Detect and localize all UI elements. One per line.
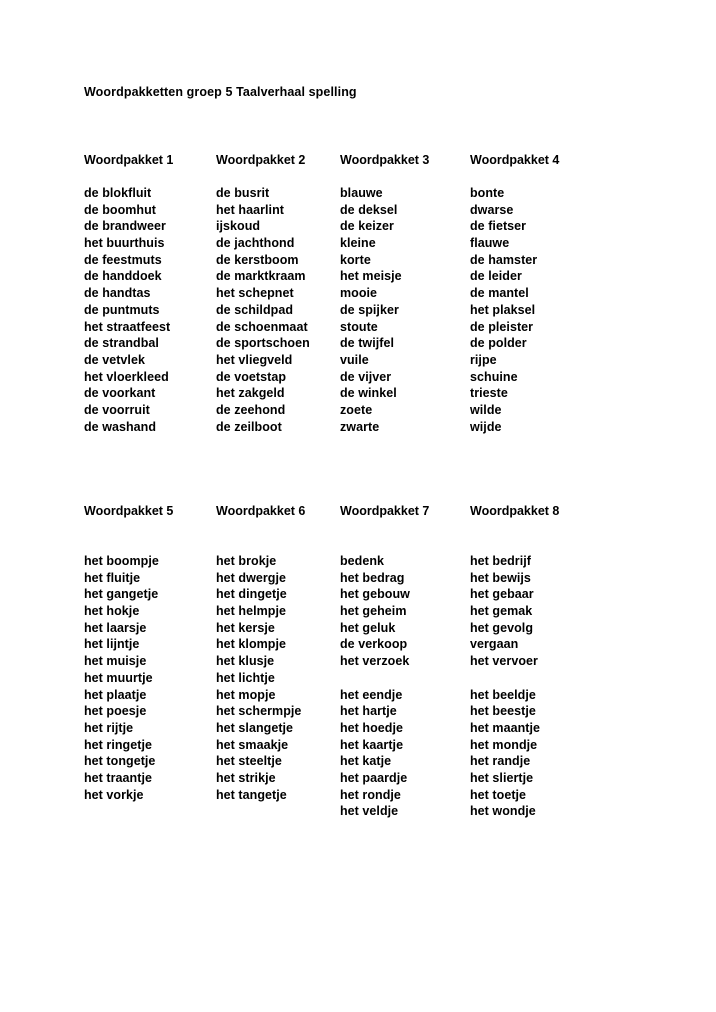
word-list: [216, 553, 340, 803]
word-package-column: [470, 503, 610, 819]
word-list: [216, 185, 340, 435]
word-list-item: schuine: [470, 369, 518, 384]
word-list-item: het poesje: [84, 704, 147, 719]
word-list-item: het vorkje: [84, 787, 144, 802]
word-list-item: de pleister: [470, 319, 534, 334]
word-list-item: het plaatje: [84, 687, 147, 702]
word-list-item: het gebouw: [340, 587, 410, 602]
word-list-item: vuile: [340, 352, 369, 367]
word-list-item: het buurthuis: [84, 236, 165, 251]
word-list-item: het klusje: [216, 654, 275, 669]
word-package-column: [340, 503, 470, 819]
word-list: [340, 553, 470, 820]
word-list: [84, 185, 216, 435]
word-package-heading: Woordpakket 6: [216, 504, 306, 518]
word-list-item: het dingetje: [216, 587, 287, 602]
word-list-item: het katje: [340, 754, 392, 769]
word-list-item: het bedrag: [340, 570, 405, 585]
word-list-item: het hartje: [340, 704, 397, 719]
word-list-item: het toetje: [470, 787, 527, 802]
word-list-item: bedenk: [340, 554, 385, 568]
word-package-column: [340, 152, 470, 434]
word-list-item: kleine: [340, 236, 376, 251]
word-package-heading: Woordpakket 1: [84, 153, 174, 167]
word-list-item: de blokfluit: [84, 186, 152, 200]
word-list-item: het helmpje: [216, 604, 287, 619]
word-list-item: het straatfeest: [84, 319, 171, 334]
word-list-item: de schoenmaat: [216, 319, 308, 334]
word-list-item: het rondje: [340, 787, 401, 802]
word-package-column: [216, 503, 340, 802]
word-list-item: de feestmuts: [84, 252, 162, 267]
word-list-item: de jachthond: [216, 236, 295, 251]
word-list-item: de vijver: [340, 369, 392, 384]
word-list: [470, 553, 610, 820]
word-list-item: het zakgeld: [216, 386, 285, 401]
word-list-item: de zeilboot: [216, 419, 282, 434]
word-list-item: het verzoek: [340, 654, 410, 669]
word-list-item: het hokje: [84, 604, 140, 619]
word-list-item: het meisje: [340, 269, 402, 284]
word-list-item: dwarse: [470, 202, 514, 217]
word-package-column: [84, 152, 216, 434]
word-list-item: de brandweer: [84, 219, 166, 234]
word-package-column: [470, 152, 610, 434]
word-list-item: het schepnet: [216, 286, 294, 301]
word-list-item: het gemak: [470, 604, 533, 619]
word-list: [84, 553, 216, 803]
word-list-item: het vliegveld: [216, 352, 293, 367]
word-list-item: de schildpad: [216, 302, 294, 317]
word-list-item: de winkel: [340, 386, 397, 401]
word-list-item: het vloerkleed: [84, 369, 169, 384]
word-list-item: het boompje: [84, 554, 159, 568]
word-list-item: het muurtje: [84, 670, 153, 685]
word-list-item: het sliertje: [470, 770, 534, 785]
word-list-item: het wondje: [470, 804, 536, 819]
word-list-item: wijde: [470, 419, 502, 434]
word-list-item: de hamster: [470, 252, 538, 267]
word-list-item: het strikje: [216, 770, 276, 785]
word-list-item: het gevolg: [470, 620, 534, 635]
word-list-item: de kerstboom: [216, 252, 299, 267]
word-package-heading: Woordpakket 8: [470, 504, 560, 518]
word-list-item: ijskoud: [216, 219, 261, 234]
word-list-item: trieste: [470, 386, 508, 401]
word-list-item: de marktkraam: [216, 269, 306, 284]
word-list-item: het geheim: [340, 604, 407, 619]
word-list-item: zoete: [340, 402, 373, 417]
word-list-item: de busrit: [216, 186, 270, 200]
word-list-item: vergaan: [470, 637, 519, 652]
word-package-heading: Woordpakket 7: [340, 504, 430, 518]
word-list-item: mooie: [340, 286, 378, 301]
word-list-item: bonte: [470, 186, 505, 200]
word-list-item: de polder: [470, 336, 527, 351]
word-list-item: het ringetje: [84, 737, 152, 752]
word-list-item: het rijtje: [84, 720, 134, 735]
word-list-item: het tangetje: [216, 787, 287, 802]
word-list-item: het geluk: [340, 620, 396, 635]
word-list-item: het smaakje: [216, 737, 289, 752]
word-list-item: de handtas: [84, 286, 151, 301]
word-list-item: het bedrijf: [470, 554, 531, 568]
word-list-item: het mopje: [216, 687, 276, 702]
word-package-heading: Woordpakket 4: [470, 153, 560, 167]
word-list-item: het mondje: [470, 737, 538, 752]
word-package-column: [216, 152, 340, 434]
word-list-item: het schermpje: [216, 704, 302, 719]
word-list-item: het bewijs: [470, 570, 531, 585]
word-list-item: zwarte: [340, 419, 380, 434]
word-list-item: de mantel: [470, 286, 529, 301]
word-list-item: wilde: [470, 402, 502, 417]
word-list-item: het lichtje: [216, 670, 275, 685]
word-list-item: de voetstap: [216, 369, 287, 384]
word-list-item: de sportschoen: [216, 336, 310, 351]
word-list-item: de voorruit: [84, 402, 150, 417]
word-list-item: flauwe: [470, 236, 510, 251]
word-list-item: de boomhut: [84, 202, 157, 217]
word-list-item: het maantje: [470, 720, 541, 735]
word-list-item: de spijker: [340, 302, 399, 317]
word-list-item: het vervoer: [470, 654, 538, 669]
word-list-item: blauwe: [340, 186, 383, 200]
word-list-item: het randje: [470, 754, 531, 769]
word-list-item: het dwergje: [216, 570, 287, 585]
word-list-item: het fluitje: [84, 570, 141, 585]
word-list-item: de washand: [84, 419, 157, 434]
word-package-heading: Woordpakket 5: [84, 504, 174, 518]
word-list-item: de twijfel: [340, 336, 394, 351]
word-list-item: de deksel: [340, 202, 398, 217]
word-list-item: het gebaar: [470, 587, 534, 602]
word-list-item: het haarlint: [216, 202, 284, 217]
word-list-item: het muisje: [84, 654, 147, 669]
word-package-column: [84, 503, 216, 802]
word-list-item: het klompje: [216, 637, 287, 652]
word-list: [470, 185, 610, 435]
word-list-item: stoute: [340, 319, 378, 334]
word-list-item: de fietser: [470, 219, 527, 234]
word-list-item: de zeehond: [216, 402, 286, 417]
word-list-item: rijpe: [470, 352, 497, 367]
word-list-item: de leider: [470, 269, 522, 284]
word-list-item: de handdoek: [84, 269, 162, 284]
word-list-item: het kersje: [216, 620, 275, 635]
word-list-item: de keizer: [340, 219, 394, 234]
word-list-item: het kaartje: [340, 737, 404, 752]
word-list-item: het lijntje: [84, 637, 140, 652]
word-list-item: korte: [340, 252, 371, 267]
page-title: Woordpakketten groep 5 Taalverhaal spelling: [84, 85, 357, 99]
word-list-item: het beeldje: [470, 687, 536, 702]
word-list-item: de verkoop: [340, 637, 408, 652]
word-package-heading: Woordpakket 2: [216, 153, 306, 167]
word-list-item: het gangetje: [84, 587, 159, 602]
word-list-item: het eendje: [340, 687, 403, 702]
word-list-item: het laarsje: [84, 620, 147, 635]
word-list-item: het tongetje: [84, 754, 156, 769]
word-list-item: het hoedje: [340, 720, 404, 735]
word-list-item: het steeltje: [216, 754, 282, 769]
word-list-item: het traantje: [84, 770, 152, 785]
word-list-item: het veldje: [340, 804, 399, 819]
word-list-item: de voorkant: [84, 386, 156, 401]
word-list-item: het brokje: [216, 554, 277, 568]
word-list-item: de vetvlek: [84, 352, 145, 367]
word-list-item: het plaksel: [470, 302, 536, 317]
word-list-item: het slangetje: [216, 720, 294, 735]
word-list-item: de strandbal: [84, 336, 159, 351]
word-list-item: het paardje: [340, 770, 408, 785]
word-list-item: de puntmuts: [84, 302, 160, 317]
word-list: [340, 185, 470, 435]
word-list-item: het beestje: [470, 704, 536, 719]
word-package-heading: Woordpakket 3: [340, 153, 430, 167]
